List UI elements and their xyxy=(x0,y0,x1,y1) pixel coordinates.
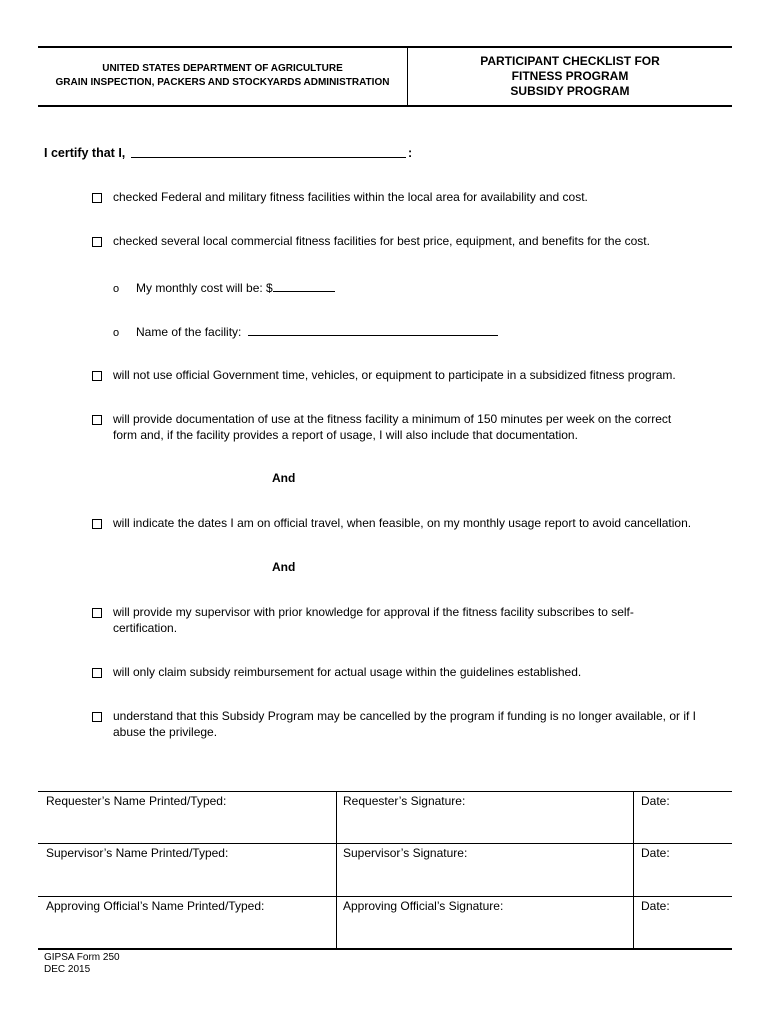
checkbox-provide-documentation[interactable] xyxy=(92,415,102,425)
item-provide-documentation-line-2: form and, if the facility provides a report of usage, I will also include that documentation. xyxy=(113,428,578,442)
item-claim-actual-usage: will only claim subsidy reimbursement for actual usage within the guidelines established. xyxy=(113,665,582,679)
item-supervisor-approval-line-2: certification. xyxy=(113,621,178,635)
facility-name-field[interactable] xyxy=(248,323,498,336)
supervisor-signature-field[interactable]: Supervisor’s Signature: xyxy=(343,846,468,860)
checkbox-no-government-resources[interactable] xyxy=(92,371,102,381)
certify-colon: : xyxy=(408,146,413,160)
item-supervisor-approval-line-1: will provide my supervisor with prior knowledge for approval if the fitness facility subscribes to self- xyxy=(113,605,634,619)
item-federal-facilities: checked Federal and military fitness facilities within the local area for availability and cost. xyxy=(113,190,588,204)
item-provide-documentation xyxy=(113,411,671,443)
monthly-cost-field[interactable] xyxy=(273,279,335,292)
and-connector-1: And xyxy=(272,471,296,485)
and-connector-2: And xyxy=(272,560,296,574)
agency-line-1: UNITED STATES DEPARTMENT OF AGRICULTURE xyxy=(102,63,343,74)
form-title-line-1: PARTICIPANT CHECKLIST FOR xyxy=(480,54,660,68)
checkbox-federal-facilities[interactable] xyxy=(92,193,102,203)
supervisor-name-field[interactable]: Supervisor’s Name Printed/Typed: xyxy=(46,846,229,860)
item-commercial-facilities: checked several local commercial fitness facilities for best price, equipment, and benefits for the cost. xyxy=(113,234,650,248)
item-supervisor-approval xyxy=(113,604,634,636)
checkbox-indicate-travel-dates[interactable] xyxy=(92,519,102,529)
signature-table-bottom-rule xyxy=(38,948,732,950)
sub-item-facility-name xyxy=(136,323,498,340)
approving-official-signature-field[interactable]: Approving Official’s Signature: xyxy=(343,899,504,913)
form-number: GIPSA Form 250 xyxy=(44,952,120,963)
requester-name-field[interactable]: Requester’s Name Printed/Typed: xyxy=(46,794,227,808)
form-title-line-2: FITNESS PROGRAM xyxy=(511,69,629,83)
form-title xyxy=(408,54,732,99)
item-provide-documentation-line-1: will provide documentation of use at the fitness facility a minimum of 150 minutes per week on the correct xyxy=(113,412,672,426)
supervisor-date-field[interactable]: Date: xyxy=(641,846,670,860)
certify-label: I certify that I, xyxy=(44,146,126,160)
signature-table-row-divider-2 xyxy=(38,896,732,897)
item-no-government-resources: will not use official Government time, vehicles, or equipment to participate in a subsidized fitness program. xyxy=(113,368,676,382)
form-title-line-3: SUBSIDY PROGRAM xyxy=(510,84,630,98)
approving-official-name-field[interactable]: Approving Official’s Name Printed/Typed: xyxy=(46,899,265,913)
item-program-cancellation-line-2: abuse the privilege. xyxy=(113,725,218,739)
item-indicate-travel-dates: will indicate the dates I am on official travel, when feasible, on my monthly usage report to avoid cancellation. xyxy=(113,516,692,530)
agency-line-2: GRAIN INSPECTION, PACKERS AND STOCKYARDS ADMINISTRATION xyxy=(55,77,390,88)
signature-table-column-divider-1 xyxy=(336,791,337,948)
checkbox-supervisor-approval[interactable] xyxy=(92,608,102,618)
item-program-cancellation-line-1: understand that this Subsidy Program may be cancelled by the program if funding is no longer available, or if I xyxy=(113,709,696,723)
checkbox-commercial-facilities[interactable] xyxy=(92,237,102,247)
form-date: DEC 2015 xyxy=(44,964,91,975)
approving-official-date-field[interactable]: Date: xyxy=(641,899,670,913)
item-program-cancellation xyxy=(113,708,696,740)
checkbox-program-cancellation[interactable] xyxy=(92,712,102,722)
facility-name-label: Name of the facility: xyxy=(136,325,242,339)
requester-signature-field[interactable]: Requester’s Signature: xyxy=(343,794,466,808)
agency-name xyxy=(38,62,407,90)
header-top-rule xyxy=(38,46,732,48)
form-footer xyxy=(44,952,120,976)
checkbox-claim-actual-usage[interactable] xyxy=(92,668,102,678)
header-bottom-rule xyxy=(38,105,732,107)
monthly-cost-label: My monthly cost will be: $ xyxy=(136,281,273,295)
signature-table-column-divider-2 xyxy=(633,791,634,948)
requester-date-field[interactable]: Date: xyxy=(641,794,670,808)
signature-table-top-rule xyxy=(38,791,732,792)
sub-item-monthly-cost xyxy=(136,279,335,296)
certify-name-field[interactable] xyxy=(131,157,406,158)
sub-bullet-facility-name: o xyxy=(113,327,120,339)
sub-bullet-monthly-cost: o xyxy=(113,283,120,295)
signature-table-row-divider-1 xyxy=(38,843,732,844)
